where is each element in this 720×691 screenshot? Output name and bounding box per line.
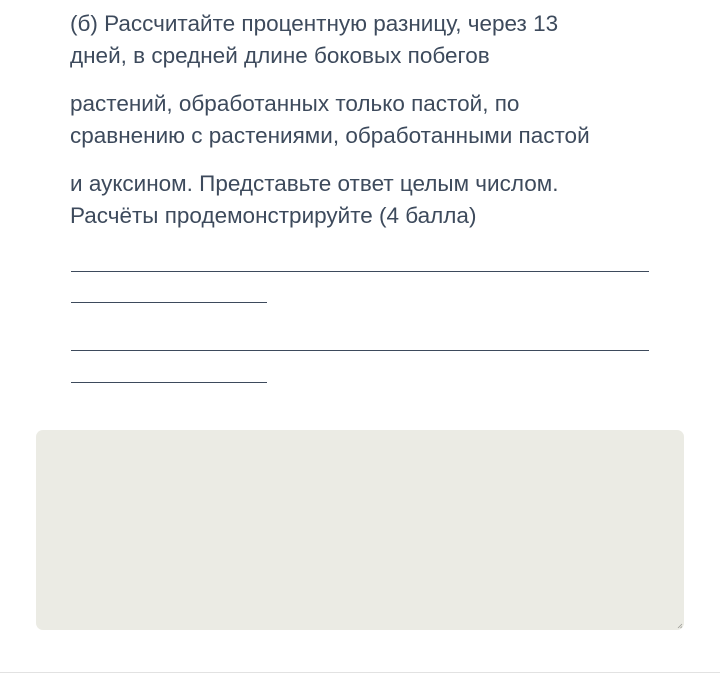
answer-underline-3	[71, 350, 649, 351]
answer-underline-2	[71, 302, 267, 303]
bottom-divider	[0, 672, 720, 673]
question-line-6: Расчёты продемонстрируйте (4 балла)	[70, 203, 477, 228]
answer-underline-1	[71, 271, 649, 272]
resize-handle-icon[interactable]	[677, 623, 683, 629]
question-line-2: дней, в средней длине боковых побегов	[70, 43, 490, 68]
question-line-5: и ауксином. Представьте ответ целым числом.	[70, 171, 559, 196]
question-line-1: (б) Рассчитайте процентную разницу, через 13	[70, 11, 559, 36]
answer-textarea[interactable]	[36, 430, 684, 630]
question-text	[70, 8, 670, 232]
question-line-3: растений, обработанных только пастой, по	[70, 91, 520, 116]
answer-underline-4	[71, 382, 267, 383]
question-line-4: сравнению с растениями, обработанными пастой	[70, 123, 590, 148]
